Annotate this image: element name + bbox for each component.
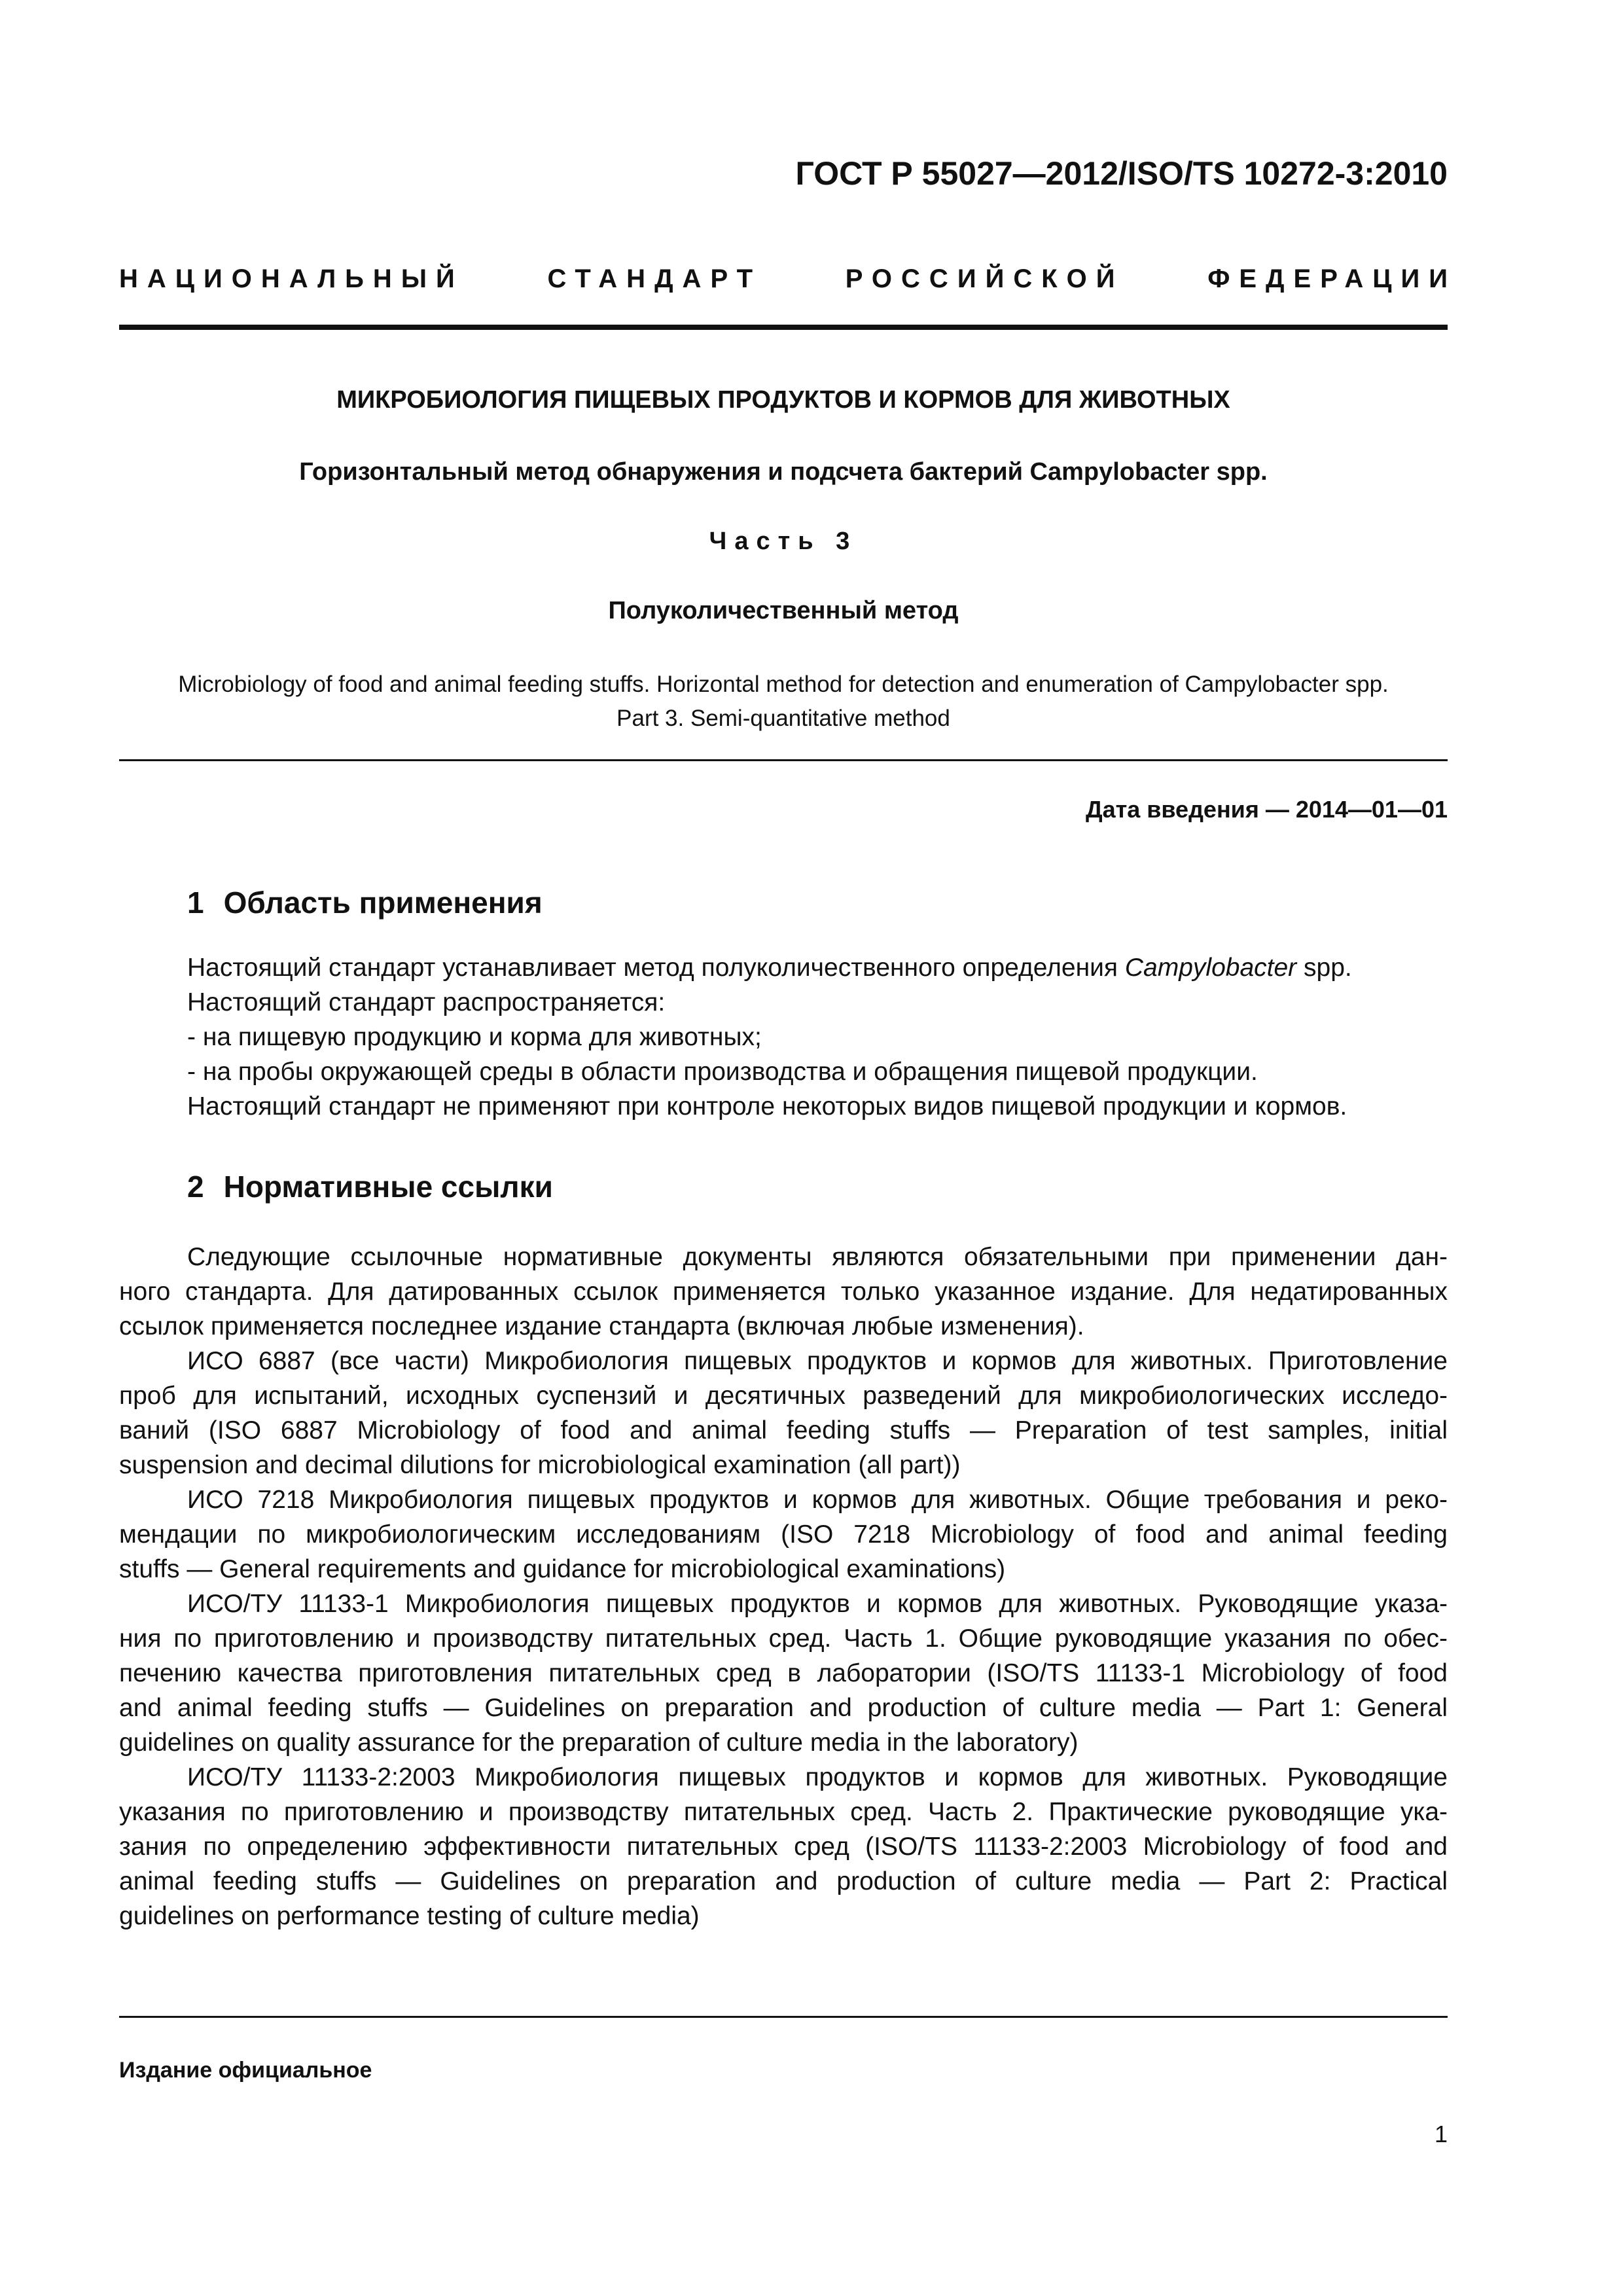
section-2-heading [187,1169,553,1204]
section-title: Область применения [223,886,543,920]
list-item: - на пробы окружающей среды в области производства и обращения пищевой продукции. [187,1058,1258,1086]
banner-word: НАЦИОНАЛЬНЫЙ [119,264,464,293]
reference-line: animal feeding stuffs — Guidelines on preparation and production of culture media — Part 2: Practical [119,1867,1448,1895]
reference-line: ИСО 6887 (все части) Микробиология пищевых продуктов и кормов для животных. Приготовление [187,1347,1448,1375]
reference-line: and animal feeding stuffs — Guidelines on preparation and production of culture media — Part 1: General [119,1694,1448,1722]
english-title-line: Microbiology of food and animal feeding stuffs. Horizontal method for detection and enumeration of Campylobacter spp. [178,672,1389,697]
text-line: ссылок применяется последнее издание стандарта (включая любые изменения). [119,1312,1084,1340]
document-method: Полуколичественный метод [608,597,959,624]
species-name: Campylobacter [1124,954,1297,982]
section-1-heading [187,885,543,920]
list-item: - на пищевую продукцию и корма для животных; [187,1023,762,1051]
text-run: Настоящий стандарт устанавливает метод полуколичественного определения [187,954,1125,982]
national-standard-banner [119,264,1457,294]
section-number: 2 [187,1170,204,1204]
footer-divider [119,2016,1448,2018]
page-number: 1 [1434,2121,1448,2147]
reference-line: проб для испытаний, исходных суспензий и десятичных разведений для микробиологических исследо- [119,1382,1448,1410]
document-subtitle: Горизонтальный метод обнаружения и подсчета бактерий Campylobacter spp. [299,458,1268,486]
text-line: Настоящий стандарт не применяют при контроле некоторых видов пищевой продукции и кормов. [187,1092,1347,1121]
reference-line: указания по приготовлению и производству питательных сред. Часть 2. Практические руководящие ука- [119,1798,1448,1826]
reference-line: ИСО/ТУ 11133-2:2003 Микробиология пищевых продуктов и кормов для животных. Руководящие [187,1763,1448,1791]
text-line: ного стандарта. Для датированных ссылок применяется только указанное издание. Для недатированных [119,1278,1448,1306]
text-line: Следующие ссылочные нормативные документы являются обязательными при применении дан- [187,1243,1448,1271]
reference-line: ИСО 7218 Микробиология пищевых продуктов и кормов для животных. Общие требования и реко- [187,1486,1448,1514]
section-title: Нормативные ссылки [223,1170,553,1204]
document-part: Часть 3 [709,528,858,555]
reference-line: guidelines on quality assurance for the preparation of culture media in the laboratory) [119,1729,1079,1757]
reference-line: guidelines on performance testing of culture media) [119,1902,700,1930]
introduction-date: Дата введения — 2014—01—01 [1085,796,1448,823]
reference-line: stuffs — General requirements and guidance for microbiological examinations) [119,1555,1006,1583]
banner-word: ФЕДЕРАЦИИ [1207,264,1457,293]
section-2-body [119,1240,1448,1933]
banner-word: РОССИЙСКОЙ [845,264,1124,293]
banner-word: СТАНДАРТ [547,264,762,293]
text-run: spp. [1296,954,1352,982]
reference-line: зания по определению эффективности питательных сред (ISO/TS 11133-2:2003 Microbiology of food and [119,1833,1448,1861]
text-line [187,950,1448,985]
english-title-line: Part 3. Semi-quantitative method [616,706,950,731]
english-title [119,668,1448,736]
reference-line: ИСО/ТУ 11133-1 Микробиология пищевых продуктов и кормов для животных. Руководящие указа- [187,1590,1448,1618]
section-number: 1 [187,886,204,920]
reference-line: ния по приготовлению и производству питательных сред. Часть 1. Общие руководящие указания по обес- [119,1624,1448,1653]
section-1-body [187,950,1448,1124]
text-line: Настоящий стандарт распространяется: [187,988,666,1016]
reference-line: мендации по микробиологическим исследованиям (ISO 7218 Microbiology of food and animal feeding [119,1520,1448,1549]
header-divider [119,325,1448,330]
reference-line: suspension and decimal dilutions for microbiological examination (all part)) [119,1451,961,1479]
standard-designation: ГОСТ Р 55027—2012/ISO/TS 10272-3:2010 [795,155,1448,192]
official-edition-label: Издание официальное [119,2058,372,2083]
reference-line: ваний (ISO 6887 Microbiology of food and animal feeding stuffs — Preparation of test samples, initial [119,1416,1448,1444]
title-divider [119,759,1448,761]
document-title: МИКРОБИОЛОГИЯ ПИЩЕВЫХ ПРОДУКТОВ И КОРМОВ ДЛЯ ЖИВОТНЫХ [336,386,1230,414]
reference-line: печению качества приготовления питательных сред в лаборатории (ISO/TS 11133-1 Microbiology of food [119,1659,1448,1687]
